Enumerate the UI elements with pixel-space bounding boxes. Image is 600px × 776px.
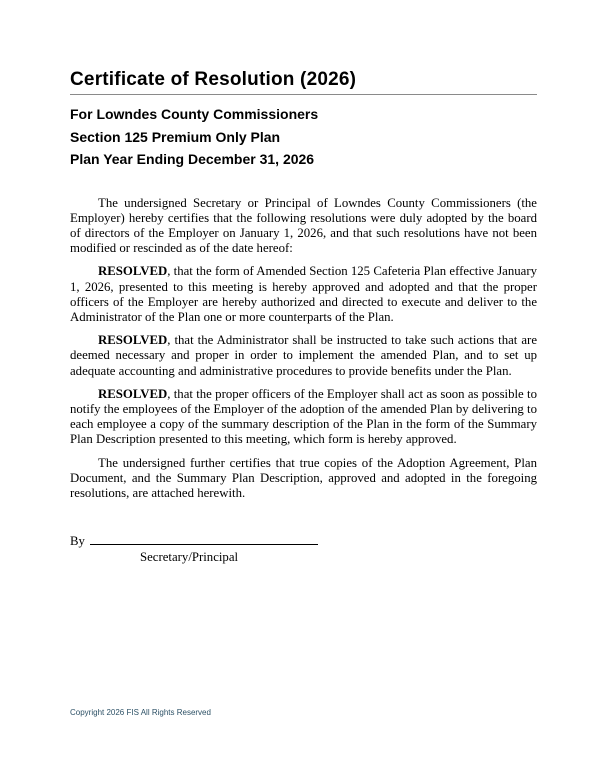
paragraph-resolved-2 [70, 333, 537, 379]
paragraph-text: , that the proper officers of the Employer shall act as soon as possible to notify the employees of the Employer of the adoption of the amended Plan by delivering to each employee a copy of the summary description of the Plan in the form of the Summary Plan Description presented to this meeting, which form is hereby approved. [70, 386, 537, 447]
paragraph-attachments [70, 456, 537, 502]
subtitle-employer: For Lowndes County Commissioners [70, 106, 319, 122]
signature-role-label: Secretary/Principal [140, 550, 239, 565]
paragraph-text: The undersigned Secretary or Principal of Lowndes County Commissioners (the Employer) hereby certifies that the following resolutions were duly adopted by the board of directors of the Employer on January 1, 2026, and that such resolutions have not been modified or rescinded as of the date hereof: [70, 195, 537, 256]
subtitle-plan-name: Section 125 Premium Only Plan [70, 128, 281, 145]
footer-copyright: Copyright 2026 FIS All Rights Reserved [70, 708, 211, 717]
signature-row [70, 532, 537, 549]
paragraph-text: The undersigned further certifies that true copies of the Adoption Agreement, Plan Document, and the Summary Plan Description, approved and adopted in the foregoing resolutions, are attached herewith. [70, 455, 537, 500]
paragraph-certification [70, 196, 537, 257]
paragraph-resolved-1 [70, 264, 537, 325]
paragraph-resolved-3 [70, 387, 537, 448]
paragraph-text: , that the form of Amended Section 125 Cafeteria Plan effective January 1, 2026, presented to this meeting is hereby approved and adopted and that the proper officers of the Employer are hereby authorized and directed to execute and deliver to the Administrator of the Plan one or more counterparts of the Plan. [70, 264, 537, 324]
signature-by-label: By [70, 534, 85, 549]
document-title: Certificate of Resolution (2026) [70, 68, 537, 95]
signature-block [70, 532, 537, 565]
resolved-lead: RESOLVED [98, 386, 168, 401]
resolved-lead: RESOLVED [98, 264, 168, 279]
paragraph-text: , that the Administrator shall be instructed to take such actions that are deemed necessary and proper in order to implement the amended Plan, and to set up adequate accounting and administrative procedures to provide benefits under the Plan. [70, 333, 537, 378]
body-block [70, 196, 537, 502]
subtitle-plan-year: Plan Year Ending December 31, 2026 [70, 151, 315, 167]
document-content [70, 68, 537, 565]
resolved-lead: RESOLVED [98, 333, 168, 348]
signature-line [90, 532, 318, 545]
